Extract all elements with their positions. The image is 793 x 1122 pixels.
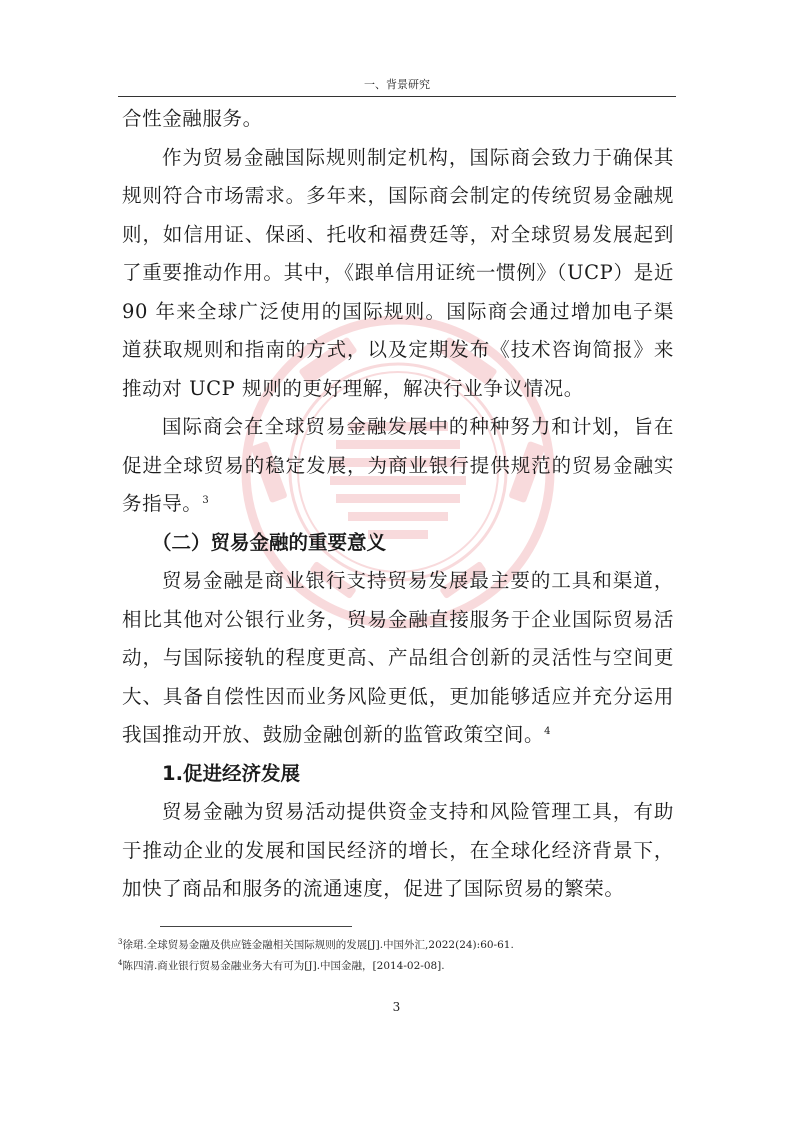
running-header: 一、背景研究 — [364, 78, 430, 91]
paragraph-4-text: 贸易金融是商业银行支持贸易发展最主要的工具和渠道，相比其他对公银行业务，贸易金融直接服务于企业国际贸易活动，与国际接轨的程度更高、产品组合创新的灵活性与空间更大、具备自偿性因而业务风险更低，更加能够适应并充分运用我国推动开放、鼓励金融创新的监管政策空间。 — [122, 569, 674, 746]
footnote-ref-4[interactable]: 4 — [544, 726, 552, 737]
footnote-number: 3 — [118, 938, 123, 946]
subsection-heading: 1.促进经济发展 — [162, 761, 300, 785]
paragraph-2: 作为贸易金融国际规则制定机构，国际商会致力于确保其规则符合市场需求。多年来，国际商会制定的传统贸易金融规则，如信用证、保函、托收和福费廷等，对全球贸易发展起到了重要推动作用。其中，《跟单信用证统一惯例》（UCP）是近 90 年来全球广泛使用的国际规则。国际商会通过增加电子渠道获取规则和指南的方式，以及定期发布《技术咨询简报》来推动对 UCP 规则的更好理解，解决行业争议情况。 — [122, 145, 674, 400]
footnote-rule — [160, 926, 352, 927]
header-rule — [118, 96, 676, 97]
footnote-text: 陈四清.商业银行贸易金融业务大有可为[J].中国金融，[2014-02-08]. — [122, 960, 445, 972]
paragraph-3-text: 国际商会在全球贸易金融发展中的种种努力和计划，旨在促进全球贸易的稳定发展，为商业银行提供规范的贸易金融实务指导。 — [122, 415, 674, 515]
footnote-number: 4 — [118, 959, 123, 967]
footnote-text: 徐珺.全球贸易金融及供应链金融相关国际规则的发展[J].中国外汇,2022(24):60-61. — [122, 939, 514, 951]
footnotes — [118, 935, 678, 977]
section-heading: （二）贸易金融的重要意义 — [152, 530, 387, 554]
footnote-ref-3[interactable]: 3 — [202, 495, 210, 506]
paragraph-3 — [122, 408, 674, 524]
footnote-item — [118, 956, 678, 977]
paragraph-5: 贸易金融为贸易活动提供资金支持和风险管理工具，有助于推动企业的发展和国民经济的增长，在全球化经济背景下，加快了商品和服务的流通速度，促进了国际贸易的繁荣。 — [122, 800, 674, 900]
body-text — [122, 100, 674, 909]
paragraph-4 — [122, 562, 674, 755]
footnote-item — [118, 935, 678, 956]
paragraph-1: 合性金融服务。 — [122, 107, 263, 130]
page-number: 3 — [392, 1000, 401, 1014]
